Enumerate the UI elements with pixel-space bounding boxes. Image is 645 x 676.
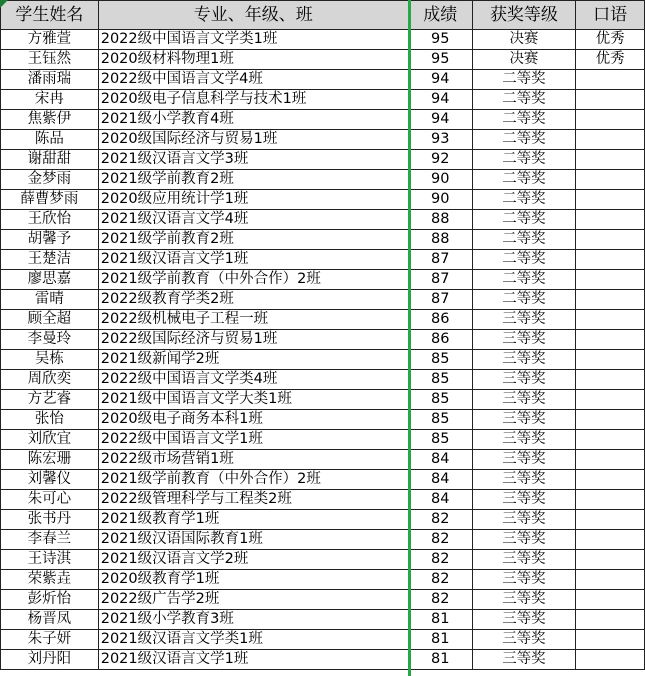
cell-name[interactable]: 方艺睿 [1, 390, 99, 410]
table-row [1, 290, 645, 310]
cell-award[interactable]: 三等奖 [472, 570, 576, 590]
cell-major[interactable]: 2022级中国语言文学1班 [98, 430, 408, 450]
cell-score[interactable]: 95 [408, 50, 472, 70]
cell-name[interactable]: 张书丹 [1, 510, 99, 530]
cell-oral[interactable] [576, 490, 645, 510]
cell-name[interactable]: 彭炘怡 [1, 590, 99, 610]
cell-name[interactable]: 杨晋凤 [1, 610, 99, 630]
cell-name[interactable]: 潘雨瑞 [1, 70, 99, 90]
table-row [1, 150, 645, 170]
cell-oral[interactable] [576, 330, 645, 350]
cell-score[interactable]: 85 [408, 410, 472, 430]
cell-name[interactable]: 廖思嘉 [1, 270, 99, 290]
cell-oral[interactable] [576, 430, 645, 450]
table-row [1, 350, 645, 370]
cell-major[interactable]: 2021级学前教育（中外合作）2班 [98, 470, 408, 490]
cell-score[interactable]: 87 [408, 270, 472, 290]
cell-award[interactable]: 二等奖 [472, 270, 576, 290]
cell-award[interactable]: 二等奖 [472, 190, 576, 210]
cell-score[interactable]: 85 [408, 370, 472, 390]
table-row [1, 170, 645, 190]
cell-oral[interactable] [576, 110, 645, 130]
cell-major[interactable]: 2020级材料物理1班 [98, 50, 408, 70]
cell-score[interactable]: 90 [408, 190, 472, 210]
table-row [1, 510, 645, 530]
header-name[interactable]: 学生姓名 [1, 1, 99, 30]
cell-major[interactable]: 2022级市场营销1班 [98, 450, 408, 470]
cell-score[interactable]: 85 [408, 430, 472, 450]
cell-oral[interactable] [576, 350, 645, 370]
cell-name[interactable]: 王欣怡 [1, 210, 99, 230]
cell-major[interactable]: 2021级教育学1班 [98, 510, 408, 530]
table-row [1, 310, 645, 330]
cell-major[interactable]: 2021级学前教育2班 [98, 170, 408, 190]
cell-score[interactable]: 85 [408, 390, 472, 410]
cell-major[interactable]: 2020级电子信息科学与技术1班 [98, 90, 408, 110]
cell-award[interactable]: 三等奖 [472, 390, 576, 410]
cell-oral[interactable] [576, 470, 645, 490]
cell-major[interactable]: 2021级汉语国际教育1班 [98, 530, 408, 550]
cell-score[interactable]: 82 [408, 550, 472, 570]
cell-score[interactable]: 81 [408, 610, 472, 630]
cell-oral[interactable] [576, 550, 645, 570]
cell-name[interactable]: 薛曹梦雨 [1, 190, 99, 210]
cell-major[interactable]: 2021级汉语言文学3班 [98, 150, 408, 170]
cell-name[interactable]: 顾全超 [1, 310, 99, 330]
cell-major[interactable]: 2021级汉语言文学1班 [98, 650, 408, 670]
cell-award[interactable]: 二等奖 [472, 170, 576, 190]
cell-award[interactable]: 三等奖 [472, 310, 576, 330]
cell-name[interactable]: 刘欣宜 [1, 430, 99, 450]
cell-name[interactable]: 吴栋 [1, 350, 99, 370]
cell-name[interactable]: 陈品 [1, 130, 99, 150]
table-row [1, 250, 645, 270]
cell-oral[interactable] [576, 590, 645, 610]
cell-name[interactable]: 王诗淇 [1, 550, 99, 570]
table-row [1, 490, 645, 510]
cell-oral[interactable] [576, 530, 645, 550]
cell-score[interactable]: 85 [408, 350, 472, 370]
cell-award[interactable]: 二等奖 [472, 230, 576, 250]
cell-name[interactable]: 宋冉 [1, 90, 99, 110]
cell-score[interactable]: 82 [408, 510, 472, 530]
table-row [1, 390, 645, 410]
header-major[interactable]: 专业、年级、班 [98, 1, 408, 30]
cell-name[interactable]: 王钰然 [1, 50, 99, 70]
table-row [1, 30, 645, 50]
cell-name[interactable]: 方雅萱 [1, 30, 99, 50]
table-row [1, 70, 645, 90]
table-row [1, 430, 645, 450]
cell-score[interactable]: 84 [408, 490, 472, 510]
cell-oral[interactable] [576, 170, 645, 190]
cell-name[interactable]: 李曼玲 [1, 330, 99, 350]
cell-major[interactable]: 2020级教育学1班 [98, 570, 408, 590]
header-award[interactable]: 获奖等级 [472, 1, 576, 30]
table-row [1, 190, 645, 210]
table-row [1, 470, 645, 490]
cell-score[interactable]: 87 [408, 290, 472, 310]
table-row [1, 110, 645, 130]
cell-name[interactable]: 王楚洁 [1, 250, 99, 270]
cell-award[interactable]: 三等奖 [472, 530, 576, 550]
cell-name[interactable]: 雷晴 [1, 290, 99, 310]
cell-oral[interactable] [576, 410, 645, 430]
table-row [1, 370, 645, 390]
table-row [1, 450, 645, 470]
cell-major[interactable]: 2022级中国语言文学类1班 [98, 30, 408, 50]
cell-score[interactable]: 88 [408, 210, 472, 230]
cell-score[interactable]: 81 [408, 650, 472, 670]
cell-score[interactable]: 82 [408, 570, 472, 590]
cell-score[interactable]: 84 [408, 450, 472, 470]
table-row [1, 330, 645, 350]
cell-award[interactable]: 三等奖 [472, 350, 576, 370]
cell-award[interactable]: 三等奖 [472, 430, 576, 450]
cell-name[interactable]: 谢甜甜 [1, 150, 99, 170]
table-row [1, 530, 645, 550]
cell-award[interactable]: 三等奖 [472, 450, 576, 470]
cell-award[interactable]: 二等奖 [472, 210, 576, 230]
cell-award[interactable]: 二等奖 [472, 110, 576, 130]
cell-award[interactable]: 二等奖 [472, 150, 576, 170]
cell-score[interactable]: 92 [408, 150, 472, 170]
cell-award[interactable]: 三等奖 [472, 630, 576, 650]
cell-score[interactable]: 90 [408, 170, 472, 190]
cell-award[interactable]: 二等奖 [472, 90, 576, 110]
cell-major[interactable]: 2022级国际经济与贸易1班 [98, 330, 408, 350]
cell-score[interactable]: 88 [408, 230, 472, 250]
cell-name[interactable]: 李春兰 [1, 530, 99, 550]
cell-oral[interactable] [576, 130, 645, 150]
cell-score[interactable]: 94 [408, 70, 472, 90]
cell-name[interactable]: 金梦雨 [1, 170, 99, 190]
table-row [1, 50, 645, 70]
cell-name[interactable]: 周欣奕 [1, 370, 99, 390]
cell-award[interactable]: 二等奖 [472, 130, 576, 150]
cell-score[interactable]: 82 [408, 590, 472, 610]
cell-major[interactable]: 2021级小学教育4班 [98, 110, 408, 130]
cell-major[interactable]: 2021级汉语言文学2班 [98, 550, 408, 570]
cell-name[interactable]: 刘馨仪 [1, 470, 99, 490]
cell-oral[interactable] [576, 250, 645, 270]
cell-major[interactable]: 2021级学前教育2班 [98, 230, 408, 250]
cell-award[interactable]: 二等奖 [472, 290, 576, 310]
cell-major[interactable]: 2021级学前教育（中外合作）2班 [98, 270, 408, 290]
cell-award[interactable]: 三等奖 [472, 410, 576, 430]
cell-score[interactable]: 86 [408, 330, 472, 350]
table-row [1, 590, 645, 610]
table-row [1, 230, 645, 250]
cell-oral[interactable] [576, 510, 645, 530]
cell-major[interactable]: 2022级机械电子工程一班 [98, 310, 408, 330]
cell-award[interactable]: 三等奖 [472, 590, 576, 610]
cell-award[interactable]: 三等奖 [472, 550, 576, 570]
cell-name[interactable]: 朱子妍 [1, 630, 99, 650]
cell-award[interactable]: 二等奖 [472, 70, 576, 90]
cell-major[interactable]: 2021级汉语言文学类1班 [98, 630, 408, 650]
cell-score[interactable]: 86 [408, 310, 472, 330]
cell-oral[interactable] [576, 310, 645, 330]
cell-award[interactable]: 三等奖 [472, 490, 576, 510]
cell-oral[interactable] [576, 610, 645, 630]
table-row [1, 550, 645, 570]
cell-oral[interactable] [576, 570, 645, 590]
cell-oral[interactable] [576, 650, 645, 670]
table-row [1, 570, 645, 590]
cell-award[interactable]: 二等奖 [472, 250, 576, 270]
cell-award[interactable]: 三等奖 [472, 330, 576, 350]
cell-oral[interactable] [576, 90, 645, 110]
column-selection-border [408, 0, 411, 676]
cell-comment-indicator [0, 0, 8, 8]
cell-oral[interactable]: 优秀 [576, 50, 645, 70]
cell-major[interactable]: 2022级中国语言文学类4班 [98, 370, 408, 390]
cell-award[interactable]: 决赛 [472, 50, 576, 70]
cell-name[interactable]: 陈宏珊 [1, 450, 99, 470]
cell-award[interactable]: 三等奖 [472, 370, 576, 390]
header-row [1, 1, 645, 30]
cell-score[interactable]: 95 [408, 30, 472, 50]
cell-oral[interactable] [576, 150, 645, 170]
cell-name[interactable]: 焦紫伊 [1, 110, 99, 130]
cell-name[interactable]: 朱可心 [1, 490, 99, 510]
cell-major[interactable]: 2020级电子商务本科1班 [98, 410, 408, 430]
cell-oral[interactable]: 优秀 [576, 30, 645, 50]
cell-oral[interactable] [576, 370, 645, 390]
cell-oral[interactable] [576, 210, 645, 230]
cell-major[interactable]: 2021级小学教育3班 [98, 610, 408, 630]
cell-score[interactable]: 94 [408, 110, 472, 130]
table-row [1, 410, 645, 430]
table-row [1, 630, 645, 650]
cell-score[interactable]: 84 [408, 470, 472, 490]
cell-major[interactable]: 2021级中国语言文学大类1班 [98, 390, 408, 410]
cell-award[interactable]: 三等奖 [472, 610, 576, 630]
cell-major[interactable]: 2020级国际经济与贸易1班 [98, 130, 408, 150]
cell-score[interactable]: 94 [408, 90, 472, 110]
cell-score[interactable]: 81 [408, 630, 472, 650]
cell-name[interactable]: 张怡 [1, 410, 99, 430]
cell-name[interactable]: 胡馨予 [1, 230, 99, 250]
header-score[interactable]: 成绩 [408, 1, 472, 30]
cell-award[interactable]: 三等奖 [472, 510, 576, 530]
cell-oral[interactable] [576, 630, 645, 650]
table-row [1, 130, 645, 150]
cell-oral[interactable] [576, 70, 645, 90]
cell-major[interactable]: 2021级汉语言文学4班 [98, 210, 408, 230]
cell-major[interactable]: 2020级应用统计学1班 [98, 190, 408, 210]
cell-oral[interactable] [576, 190, 645, 210]
cell-name[interactable]: 荣紫垚 [1, 570, 99, 590]
cell-major[interactable]: 2022级中国语言文学4班 [98, 70, 408, 90]
cell-major[interactable]: 2022级广告学2班 [98, 590, 408, 610]
cell-name[interactable]: 刘丹阳 [1, 650, 99, 670]
cell-award[interactable]: 决赛 [472, 30, 576, 50]
cell-major[interactable]: 2021级新闻学2班 [98, 350, 408, 370]
cell-award[interactable]: 三等奖 [472, 650, 576, 670]
cell-major[interactable]: 2022级教育学类2班 [98, 290, 408, 310]
cell-oral[interactable] [576, 270, 645, 290]
table-row [1, 650, 645, 670]
cell-oral[interactable] [576, 290, 645, 310]
table-row [1, 270, 645, 290]
table-row [1, 610, 645, 630]
cell-major[interactable]: 2022级管理科学与工程类2班 [98, 490, 408, 510]
cell-score[interactable]: 93 [408, 130, 472, 150]
table-row [1, 90, 645, 110]
cell-score[interactable]: 87 [408, 250, 472, 270]
header-oral[interactable]: 口语 [576, 1, 645, 30]
cell-oral[interactable] [576, 390, 645, 410]
cell-oral[interactable] [576, 450, 645, 470]
cell-major[interactable]: 2021级汉语言文学1班 [98, 250, 408, 270]
cell-award[interactable]: 三等奖 [472, 470, 576, 490]
cell-score[interactable]: 82 [408, 530, 472, 550]
cell-oral[interactable] [576, 230, 645, 250]
table-row [1, 210, 645, 230]
